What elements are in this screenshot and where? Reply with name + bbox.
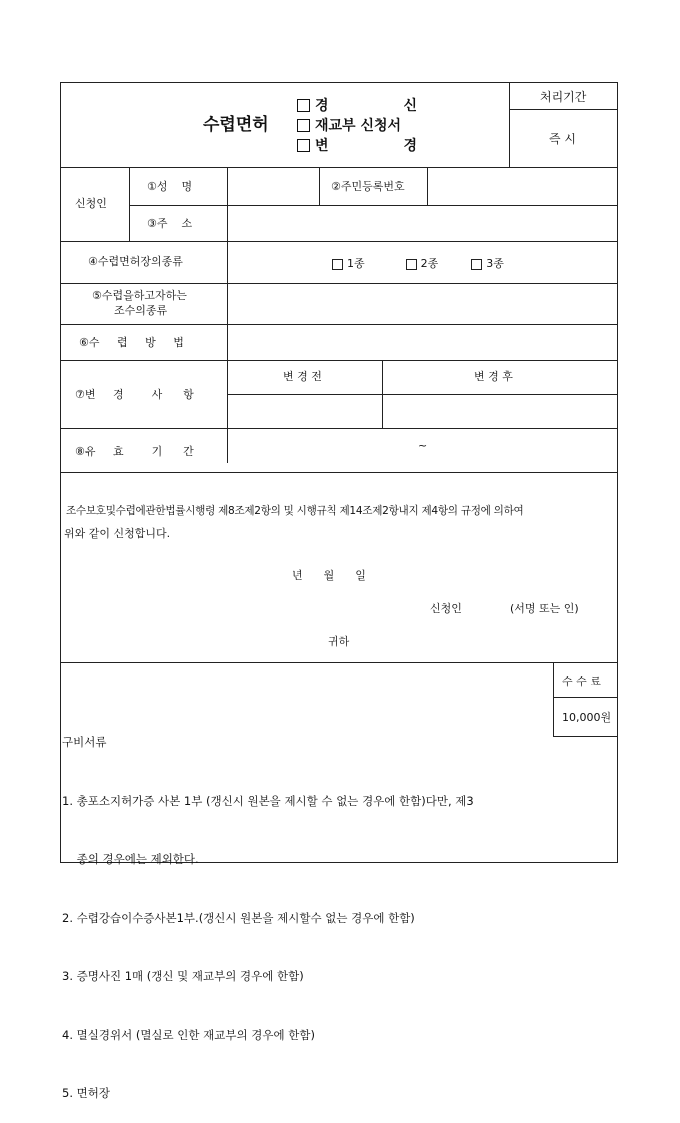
game-species-field[interactable] xyxy=(228,284,617,324)
resident-number-field[interactable] xyxy=(428,168,617,205)
fee-amount: 10,000원 xyxy=(562,711,612,724)
validity-field[interactable] xyxy=(228,429,617,472)
document-item: 1. 총포소지허가증 사본 1부 (갱신시 원본을 제시할 수 없는 경우에 한함)다만, 제3 xyxy=(62,793,474,808)
before-change-header: 변 경 전 xyxy=(283,370,322,383)
hunting-method-label: ⑥수 렵 방 법 xyxy=(79,336,184,349)
validity-label: ⑧유 효 기 간 xyxy=(75,445,194,458)
after-change-header: 변 경 후 xyxy=(474,370,513,383)
hunting-method-field[interactable] xyxy=(228,325,617,360)
name-field[interactable] xyxy=(228,168,318,205)
before-change-field[interactable] xyxy=(228,395,381,428)
checkbox-icon[interactable] xyxy=(406,259,417,270)
processing-period-value: 즉 시 xyxy=(549,132,576,146)
option-reissue[interactable] xyxy=(297,116,417,136)
form-title: 수렵면허 xyxy=(203,115,269,135)
applicant-label: 신청인 xyxy=(75,197,107,210)
applicant-signature-label: 신청인 xyxy=(430,602,462,615)
declaration-line-1: 조수보호및수렵에관한법률시행령 제8조제2항의 및 시행규칙 제14조제2항내지 제4항의 규정에 의하여 xyxy=(66,505,524,517)
fee-header: 수 수 료 xyxy=(562,675,601,688)
option-change[interactable]: 변 경 xyxy=(297,136,417,156)
license-type-label: ④수렵면허장의종류 xyxy=(88,255,183,268)
document-item: 3. 증명사진 1매 (갱신 및 재교부의 경우에 한함) xyxy=(62,969,304,983)
signature-note: (서명 또는 인) xyxy=(510,602,579,615)
license-type-3[interactable]: 3종 xyxy=(471,257,504,270)
changes-label: ⑦변 경 사 항 xyxy=(75,388,194,401)
processing-period-header: 처리기간 xyxy=(540,90,587,104)
name-label: ①성 명 xyxy=(147,180,193,193)
document-item: 2. 수렵강습이수증사본1부.(갱신시 원본을 제시할수 없는 경우에 한함) xyxy=(62,910,415,925)
option-reissue-label: 재교부 신청서 xyxy=(315,118,402,134)
checkbox-icon[interactable] xyxy=(332,259,343,270)
recipient-label: 귀하 xyxy=(328,635,350,648)
address-field[interactable] xyxy=(228,206,617,241)
document-item: 종의 경우에는 제외한다. xyxy=(62,852,199,866)
after-change-field[interactable] xyxy=(383,395,617,428)
title-options xyxy=(297,96,417,156)
declaration-line-2: 위와 같이 신청합니다. xyxy=(64,527,171,540)
documents-title: 구비서류 xyxy=(62,735,107,749)
license-type-2[interactable]: 2종 xyxy=(406,257,439,270)
checkbox-icon[interactable] xyxy=(297,119,310,132)
license-type-options xyxy=(332,255,504,271)
option-renew[interactable]: 경 신 xyxy=(297,96,417,116)
validity-separator: ~ xyxy=(418,439,428,452)
frame-top xyxy=(60,82,618,83)
document-item: 4. 멸실경위서 (멸실로 인한 재교부의 경우에 한함) xyxy=(62,1027,315,1042)
resident-number-label: ②주민등록번호 xyxy=(331,180,405,193)
checkbox-icon[interactable] xyxy=(297,139,310,152)
checkbox-icon[interactable] xyxy=(471,259,482,270)
document-item: 5. 면허장 xyxy=(62,1086,110,1100)
game-species-label-1: ⑤수렵을하고자하는 xyxy=(92,289,187,302)
game-species-label-2: 조수의종류 xyxy=(114,304,168,317)
address-label: ③주 소 xyxy=(147,217,193,230)
application-date: 년 월 일 xyxy=(292,569,366,582)
license-type-1[interactable]: 1종 xyxy=(332,257,365,270)
checkbox-icon[interactable] xyxy=(297,99,310,112)
required-documents xyxy=(62,694,474,1123)
